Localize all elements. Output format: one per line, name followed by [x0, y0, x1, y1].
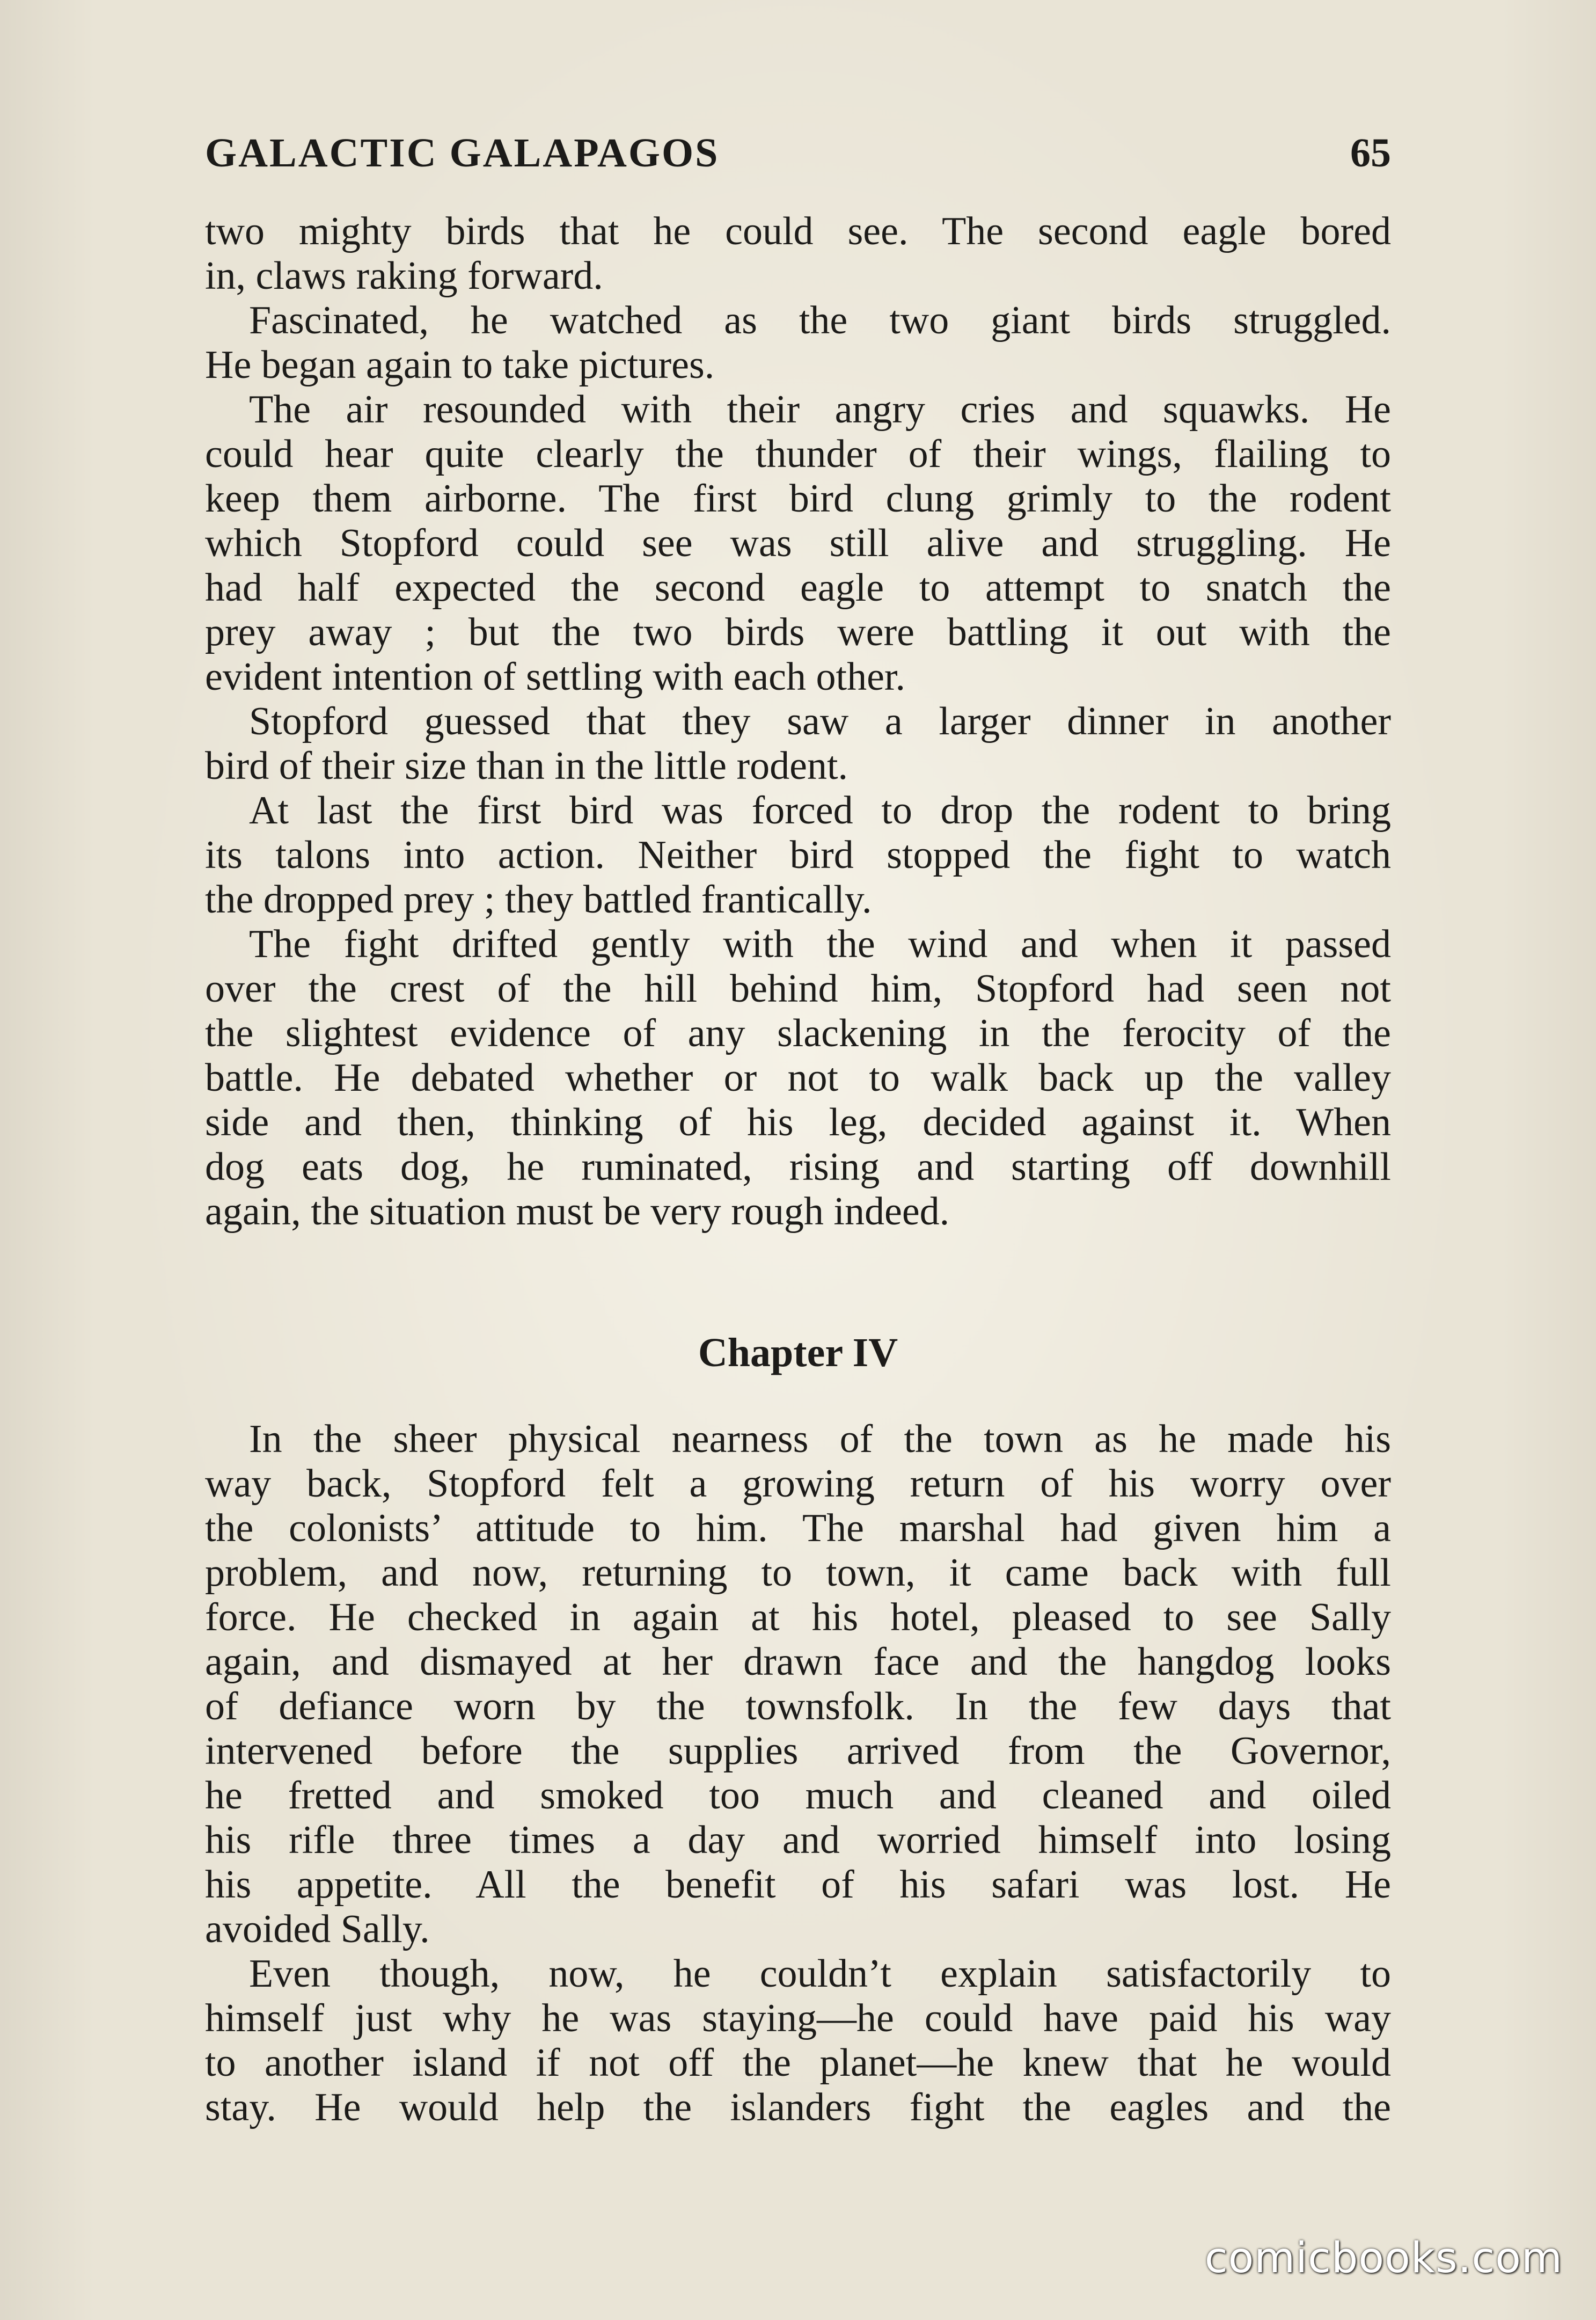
text-line: his appetite. All the benefit of his safari was lost. He — [205, 1863, 1391, 1907]
text-line: the slightest evidence of any slackening in the ferocity of the — [205, 1011, 1391, 1055]
text-line: in, claws raking forward. — [205, 254, 603, 298]
text-line: again, the situation must be very rough indeed. — [205, 1190, 950, 1234]
text-line: The air resounded with their angry cries and squawks. He — [249, 388, 1391, 432]
paragraph — [205, 789, 1391, 922]
text-line: Fascinated, he watched as the two giant birds struggled. — [249, 298, 1391, 342]
text-line: In the sheer physical nearness of the town as he made his — [249, 1417, 1391, 1461]
text-line: The fight drifted gently with the wind and when it passed — [249, 922, 1391, 966]
paragraph — [205, 922, 1391, 1234]
text-line: At last the first bird was forced to drop the rodent to bring — [249, 789, 1391, 833]
text-line: which Stopford could see was still alive and struggling. He — [205, 521, 1391, 565]
text-line: again, and dismayed at her drawn face and the hangdog looks — [205, 1640, 1391, 1684]
paragraph — [205, 298, 1391, 388]
watermark-text: comicbooks.com — [1204, 2234, 1563, 2282]
text-line: of defiance worn by the townsfolk. In the few days that — [205, 1684, 1391, 1728]
text-line: himself just why he was staying—he could have paid his way — [205, 1996, 1391, 2040]
text-line: Even though, now, he couldn’t explain satisfactorily to — [249, 1952, 1391, 1996]
text-line: force. He checked in again at his hotel, pleased to see Sally — [205, 1595, 1391, 1639]
text-line: its talons into action. Neither bird stopped the fight to watch — [205, 833, 1391, 877]
text-line: evident intention of settling with each other. — [205, 655, 905, 699]
text-line: side and then, thinking of his leg, decided against it. When — [205, 1100, 1391, 1144]
text-line: to another island if not off the planet—he knew that he would — [205, 2041, 1391, 2085]
text-line: the colonists’ attitude to him. The marshal had given him a — [205, 1506, 1391, 1550]
paragraph — [205, 1417, 1391, 1952]
text-line: avoided Sally. — [205, 1907, 430, 1951]
paragraph — [205, 1952, 1391, 2130]
text-line: battle. He debated whether or not to walk back up the valley — [205, 1056, 1391, 1100]
text-line: could hear quite clearly the thunder of their wings, flailing to — [205, 432, 1391, 476]
text-line: dog eats dog, he ruminated, rising and starting off downhill — [205, 1145, 1391, 1189]
paragraph — [205, 699, 1391, 789]
text-line: way back, Stopford felt a growing return of his worry over — [205, 1462, 1391, 1506]
text-line: over the crest of the hill behind him, Stopford had seen not — [205, 967, 1391, 1011]
text-line: intervened before the supplies arrived from the Governor, — [205, 1729, 1391, 1773]
text-line: had half expected the second eagle to attempt to snatch the — [205, 566, 1391, 610]
text-line: bird of their size than in the little rodent. — [205, 744, 848, 788]
text-line: two mighty birds that he could see. The second eagle bored — [205, 209, 1391, 253]
text-line: prey away ; but the two birds were battling it out with the — [205, 610, 1391, 654]
running-head — [205, 123, 1391, 183]
chapter-heading: Chapter IV — [698, 1330, 898, 1375]
body-text-before-chapter — [205, 209, 1391, 1234]
book-page — [205, 107, 1391, 2201]
text-line: the dropped prey ; they battled frantically. — [205, 878, 872, 922]
text-line: he fretted and smoked too much and cleaned and oiled — [205, 1774, 1391, 1818]
running-title: GALACTIC GALAPAGOS — [205, 130, 720, 176]
text-line: stay. He would help the islanders fight the eagles and the — [205, 2085, 1391, 2129]
text-line: problem, and now, returning to town, it came back with full — [205, 1551, 1391, 1595]
body-text-chapter-iv — [205, 1417, 1391, 2130]
text-line: Stopford guessed that they saw a larger dinner in another — [249, 699, 1391, 743]
text-line: his rifle three times a day and worried himself into losing — [205, 1818, 1391, 1862]
text-line: He began again to take pictures. — [205, 343, 715, 387]
paragraph — [205, 209, 1391, 298]
text-line: keep them airborne. The first bird clung grimly to the rodent — [205, 477, 1391, 521]
paragraph — [205, 388, 1391, 699]
page-number: 65 — [1350, 130, 1391, 176]
